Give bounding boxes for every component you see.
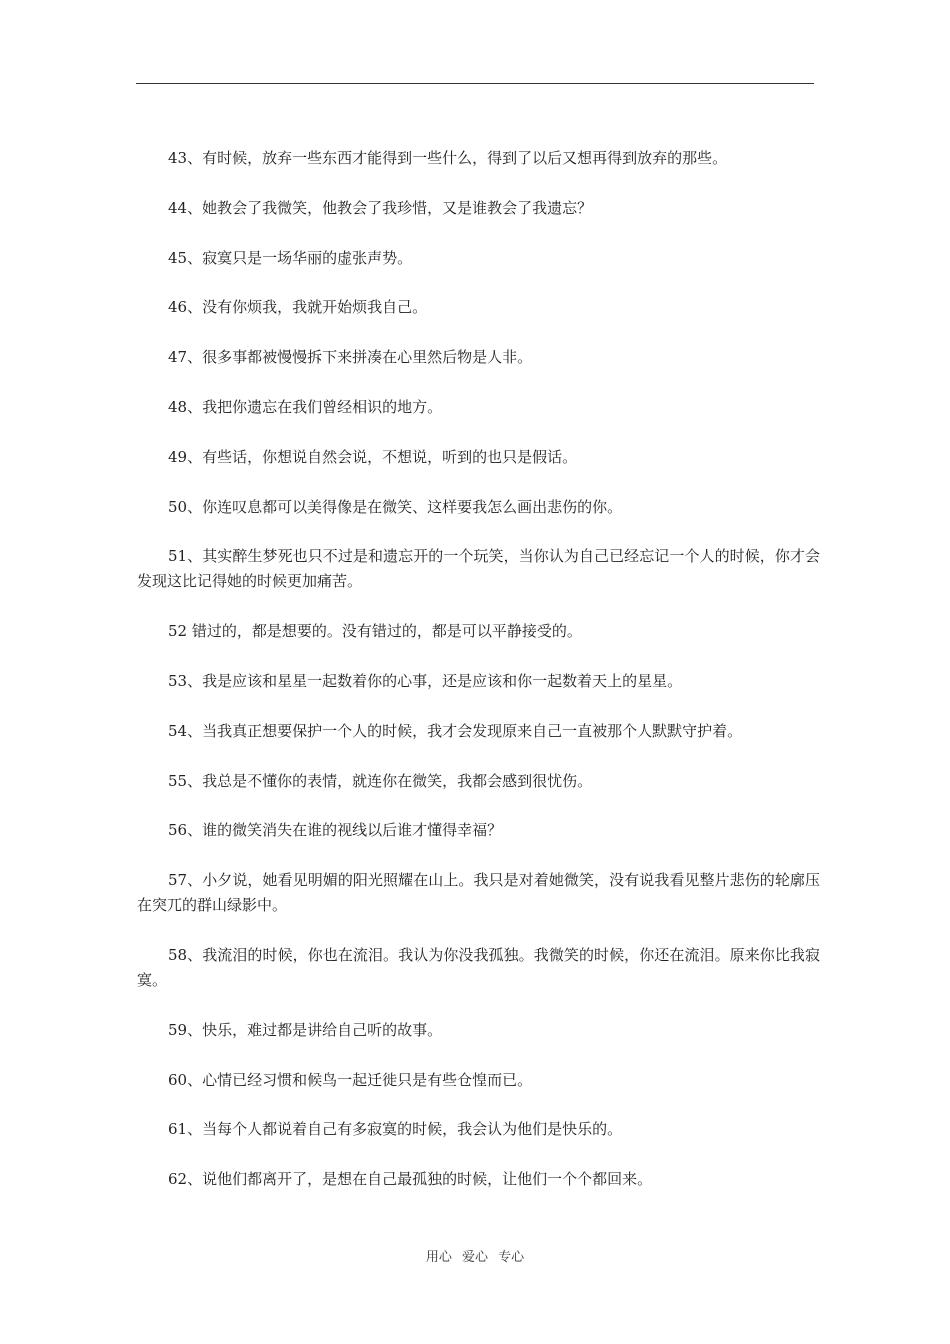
quote-paragraph: 45、寂寞只是一场华丽的虚张声势。 <box>168 248 413 267</box>
quote-paragraph: 58、我流泪的时候，你也在流泪。我认为你没我孤独。我微笑的时候，你还在流泪。原来你比我寂寞。 <box>137 945 820 989</box>
quote-paragraph: 56、谁的微笑消失在谁的视线以后谁才懂得幸福？ <box>168 821 503 840</box>
quote-paragraph: 57、小夕说，她看见明媚的阳光照耀在山上。我只是对着她微笑，没有说我看见整片悲伤的轮廓压在突兀的群山绿影中。 <box>137 871 820 915</box>
quote-paragraph: 60、心情已经习惯和候鸟一起迁徙只是有些仓惶而已。 <box>168 1070 533 1089</box>
quote-paragraph: 50、你连叹息都可以美得像是在微笑、这样要我怎么画出悲伤的你。 <box>168 497 623 516</box>
quote-paragraph: 62、说他们都离开了，是想在自己最孤独的时候，让他们一个个都回来。 <box>168 1170 653 1189</box>
quote-paragraph: 59、快乐，难过都是讲给自己听的故事。 <box>168 1020 443 1039</box>
quote-paragraph: 48、我把你遗忘在我们曾经相识的地方。 <box>168 397 443 416</box>
quote-paragraph: 53、我是应该和星星一起数着你的心事，还是应该和你一起数着天上的星星。 <box>168 671 683 690</box>
quote-paragraph: 47、很多事都被慢慢拆下来拼凑在心里然后物是人非。 <box>168 348 533 367</box>
quote-paragraph: 46、没有你烦我，我就开始烦我自己。 <box>168 298 428 317</box>
quote-paragraph: 51、其实醉生梦死也只不过是和遗忘开的一个玩笑，当你认为自己已经忘记一个人的时候，你才会发现这比记得她的时候更加痛苦。 <box>137 547 820 591</box>
quote-paragraph: 52 错过的，都是想要的。没有错过的，都是可以平静接受的。 <box>168 622 582 641</box>
quote-paragraph: 55、我总是不懂你的表情，就连你在微笑，我都会感到很忧伤。 <box>168 771 593 790</box>
page-footer: 用心 爱心 专心 <box>425 1250 525 1265</box>
header-divider <box>136 83 814 84</box>
quote-paragraph: 49、有些话，你想说自然会说，不想说，听到的也只是假话。 <box>168 447 578 466</box>
quote-paragraph: 61、当每个人都说着自己有多寂寞的时候，我会认为他们是快乐的。 <box>168 1120 623 1139</box>
quote-paragraph: 54、当我真正想要保护一个人的时候，我才会发现原来自己一直被那个人默默守护着。 <box>168 721 743 740</box>
document-body <box>137 146 820 1217</box>
quote-paragraph: 43、有时候，放弃一些东西才能得到一些什么，得到了以后又想再得到放弃的那些。 <box>168 149 728 167</box>
quote-paragraph: 44、她教会了我微笑，他教会了我珍惜，又是谁教会了我遗忘？ <box>168 198 593 217</box>
